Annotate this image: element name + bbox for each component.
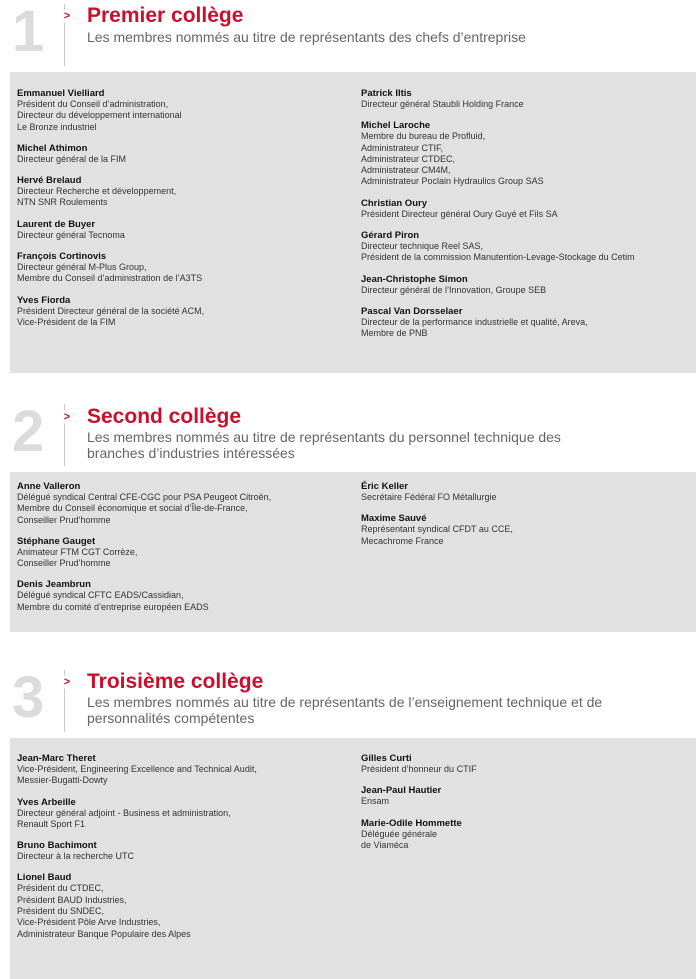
member-role: Directeur général M-Plus Group,	[17, 262, 147, 273]
member-name: Christian Oury	[361, 197, 427, 209]
member-entry	[361, 88, 691, 110]
chevron-right-icon: >	[60, 410, 74, 424]
member-role: Administrateur Banque Populaire des Alpes	[17, 928, 191, 939]
member-role: Animateur FTM CGT Corrèze,	[17, 546, 138, 557]
section-number: 2	[12, 399, 45, 464]
member-name: François Cortinovis	[17, 251, 107, 263]
member-name: Pascal Van Dorsselaer	[361, 305, 463, 317]
member-name: Michel Laroche	[361, 120, 431, 132]
member-name: Éric Keller	[361, 481, 408, 492]
members-column-right	[361, 753, 691, 861]
member-role: Conseiller Prud’homme	[17, 514, 111, 525]
member-entry	[361, 481, 691, 503]
member-role: Directeur à la recherche UTC	[17, 851, 135, 862]
chevron-right-icon: >	[60, 9, 74, 23]
member-entry	[361, 753, 691, 775]
member-role: de Viaméca	[361, 839, 409, 850]
member-name: Gilles Curti	[361, 753, 412, 764]
member-name: Emmanuel Vielliard	[17, 88, 105, 99]
member-name: Jean-Christophe Simon	[361, 273, 468, 285]
member-role: Directeur Recherche et développement,	[17, 186, 177, 197]
member-entry	[361, 785, 691, 807]
member-entry	[361, 818, 691, 852]
member-entry	[361, 513, 691, 547]
member-role: Président BAUD Industries,	[17, 894, 127, 905]
member-role: Directeur de la performance industrielle et qualité, Areva,	[361, 316, 588, 327]
member-entry	[17, 481, 347, 526]
member-entry	[361, 306, 691, 340]
member-role: Administrateur CTIF,	[361, 142, 444, 153]
member-entry	[17, 175, 347, 209]
members-column-left	[17, 88, 347, 338]
members-column-right	[361, 481, 691, 557]
member-entry	[17, 295, 347, 329]
member-name: Yves Fiorda	[17, 294, 71, 306]
member-role: Membre du Conseil économique et social d’Île-de-France,	[17, 503, 248, 514]
member-role: Messier-Bugatti-Dowty	[17, 775, 108, 786]
member-name: Jean-Paul Hautier	[361, 785, 442, 797]
member-role: Président du SNDEC,	[17, 906, 105, 917]
member-entry	[17, 872, 347, 939]
member-role: Membre du Conseil d’administration de l’A3TS	[17, 273, 203, 284]
member-role: Vice-Président, Engineering Excellence and Technical Audit,	[17, 764, 257, 774]
member-role: Directeur général de la FIM	[17, 153, 127, 164]
member-name: Bruno Bachimont	[17, 840, 97, 852]
member-name: Patrick Iltis	[361, 88, 412, 99]
member-entry	[17, 143, 347, 165]
member-entry	[17, 251, 347, 285]
member-role: Président Directeur général de la société ACM,	[17, 305, 205, 316]
member-entry	[17, 579, 347, 613]
member-entry	[17, 753, 347, 787]
members-column-left	[17, 481, 347, 623]
member-role: NTN SNR Roulements	[17, 197, 108, 208]
section-subtitle: Les membres nommés au titre de représentants de l’enseignement technique et de personnalités compétentes	[87, 694, 603, 726]
member-role: Renault Sport F1	[17, 818, 86, 829]
member-entry	[361, 230, 691, 264]
member-name: Hervé Brelaud	[17, 175, 82, 187]
member-role: Vice-Président de la FIM	[17, 316, 116, 327]
member-role: Ensam	[361, 796, 390, 807]
member-role: Président du Conseil d’administration,	[17, 99, 169, 109]
member-role: Administrateur CTDEC,	[361, 153, 456, 164]
section-number: 3	[12, 665, 45, 730]
member-entry	[361, 120, 691, 187]
member-entry	[17, 840, 347, 862]
member-role: Président de la commission Manutention-Levage-Stockage du Cetim	[361, 252, 635, 263]
member-role: Déléguée générale	[361, 828, 438, 839]
section-number: 1	[12, 0, 45, 64]
member-role: Le Bronze industriel	[17, 121, 97, 132]
members-column-left	[17, 753, 347, 950]
member-role: Président d’honneur du CTIF	[361, 764, 477, 774]
member-name: Laurent de Buyer	[17, 218, 96, 230]
member-name: Marie-Odile Hommette	[361, 817, 462, 829]
member-name: Yves Arbeille	[17, 796, 76, 808]
members-column-right	[361, 88, 691, 350]
member-role: Directeur du développement international	[17, 110, 182, 121]
member-role: Membre du comité d’entreprise européen EADS	[17, 601, 209, 612]
member-role: Directeur général adjoint - Business et administration,	[17, 807, 231, 818]
member-name: Lionel Baud	[17, 872, 72, 884]
member-role: Membre du bureau de Profluid,	[361, 131, 486, 142]
members-panel-2	[10, 472, 696, 632]
member-entry	[17, 536, 347, 570]
member-role: Mecachrome France	[361, 535, 444, 546]
member-name: Michel Athimon	[17, 142, 88, 154]
chevron-right-icon: >	[60, 675, 74, 689]
member-role: Vice-Président Pôle Arve Industries,	[17, 917, 161, 928]
member-entry	[17, 88, 347, 133]
member-role: Directeur technique Reel SAS,	[361, 241, 484, 252]
section-title: Premier collège	[87, 4, 244, 27]
member-name: Anne Valleron	[17, 481, 81, 492]
member-role: Conseiller Prud’homme	[17, 558, 111, 569]
member-entry	[17, 219, 347, 241]
member-role: Membre de PNB	[361, 328, 428, 339]
member-role: Représentant syndical CFDT au CCE,	[361, 524, 513, 535]
member-role: Délégué syndical Central CFE-CGC pour PSA Peugeot Citroën,	[17, 492, 272, 502]
member-role: Délégué syndical CFTC EADS/Cassidian,	[17, 590, 184, 601]
member-role: Secrétaire Fédéral FO Métallurgie	[361, 492, 497, 502]
member-entry	[361, 198, 691, 220]
section-subtitle: Les membres nommés au titre de représentants des chefs d’entreprise	[87, 29, 526, 45]
member-name: Maxime Sauvé	[361, 513, 427, 525]
member-entry	[361, 274, 691, 296]
member-role: Administrateur Poclain Hydraulics Group SAS	[361, 176, 544, 187]
section-title: Troisième collège	[87, 670, 264, 693]
member-role: Directeur général de l’Innovation, Groupe SEB	[361, 284, 547, 295]
member-role: Président du CTDEC,	[17, 883, 104, 894]
member-name: Denis Jeambrun	[17, 579, 91, 591]
member-role: Directeur général Staubli Holding France	[361, 99, 524, 109]
member-role: Président Directeur général Oury Guyé et Fils SA	[361, 208, 558, 219]
members-panel-3	[10, 738, 696, 979]
member-name: Jean-Marc Theret	[17, 753, 96, 764]
section-subtitle: Les membres nommés au titre de représentants du personnel technique des branches d’industries intéressées	[87, 429, 561, 461]
member-name: Stéphane Gauget	[17, 535, 96, 547]
members-panel-1	[10, 72, 696, 373]
member-role: Administrateur CM4M,	[361, 165, 451, 176]
member-name: Gérard Piron	[361, 230, 420, 242]
section-title: Second collège	[87, 405, 242, 428]
member-role: Directeur général Tecnoma	[17, 229, 125, 240]
member-entry	[17, 797, 347, 831]
